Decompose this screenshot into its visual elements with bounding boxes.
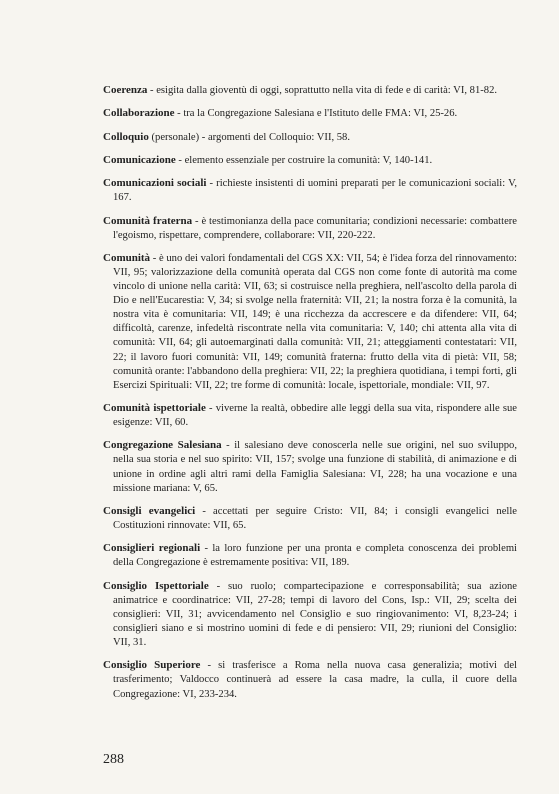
index-term: Colloquio (103, 130, 149, 143)
index-description: è testimonianza della pace comunitaria; condizioni necessarie: combattere l'egoismo, rispettare, comprendere, collaborare: VII, 220-222. (113, 215, 517, 241)
index-description: il salesiano deve conoscerla nelle sue origini, nel suo sviluppo, nella sua storia e nel suo spirito: VII, 157; svolge una funzione di stabilità, di animazione e di unione in ordine agli altri rami della Famiglia Salesiana: VI, 228; ha una vocazione e una missione mariana: V, 65. (113, 440, 517, 494)
index-description: viverne la realtà, obbedire alle leggi della sua vita, rispondere alle sue esigenze: VII, 60. (113, 403, 517, 429)
index-term: Consiglieri regionali (103, 542, 201, 555)
index-entries (103, 83, 517, 710)
index-description: si trasferisce a Roma nella nuova casa generalizia; motivi del trasferimento; Valdocco continuerà ad essere la casa madre, la culla, il cuore della Congregazione: VI, 233-234. (113, 660, 517, 700)
index-entry (103, 438, 517, 495)
index-entry (103, 579, 517, 650)
index-description: argomenti del Colloquio: VII, 58. (207, 131, 351, 143)
index-entry (103, 106, 517, 121)
index-term-suffix: (personale) - (148, 131, 208, 143)
index-term-suffix: - (150, 252, 159, 264)
index-description: è uno dei valori fondamentali del CGS XX: VII, 54; è l'idea forza del rinnovamento: VII, 95; valorizzazione della comunità operata dal CGS non come fonte di autorità ma come vincolo di unione nella carità: VII, 63; si costruisce nella preghiera, nell'ascolto della parola di Dio e nell'Eucarestia: V, 34; si svolge nella fraternità: VII, 21; la nostra forza è la comunità, la nostra vita è comunitaria: VII, 149; è una ricchezza da accrescere e da difendere: VII, 64; difficoltà, carenze, infedeltà riscontrate nella vita comunitaria: V, 140; chi attenta alla vita di comunità: VII, 64; gli autoemarginati dalla comunità: VII, 21; atteggiamenti contestatari: VII, 22; il lavoro fuori comunità: VII, 149; comunità fraterna: frutto della vita di pietà: VII, 58; comunità orante: l'abbandono della preghiera: VII, 22; la preghiera quotidiana, i tempi forti, gli Esercizi Spirituali: VII, 22; tre forme di comunità: locale, ispettoriale, mondiale: VII, 97. (113, 252, 518, 391)
index-description: suo ruolo; compartecipazione e corresponsabilità; sua azione animatrice e coordinatrice: VII, 27-28; tempi di lavoro del Cons, Isp.: VII, 29; scelta dei consiglieri: VII, 31; avvicendamento nel Consiglio e suo ringiovanimento: VI, 8,23-24; i consiglieri siano e si mostrino uomini di fede e di pensiero: VII, 29; riunioni del Consiglio: VII, 31. (113, 580, 518, 649)
index-term: Comunità fraterna (103, 214, 193, 227)
index-term: Consigli evangelici (103, 504, 196, 517)
index-term-suffix: - (174, 108, 184, 120)
index-description: la loro funzione per una pronta e completa conoscenza dei problemi della Congregazione è estremamente positiva: VII, 189. (113, 543, 517, 569)
index-term-suffix: - (195, 505, 214, 517)
index-description: elemento essenziale per costruire la comunità: V, 140-141. (184, 154, 433, 166)
index-term: Comunità ispettoriale (103, 402, 206, 414)
index-term: Consiglio Ispettoriale (103, 579, 209, 592)
index-term-suffix: - (205, 403, 216, 414)
index-term: Comunità (103, 251, 151, 264)
index-term: Congregazione Salesiana (103, 439, 222, 452)
index-entry (103, 251, 517, 393)
index-term-suffix: - (208, 580, 229, 592)
index-term-suffix: - (200, 543, 213, 555)
index-term-suffix: - (200, 660, 219, 672)
index-entry (103, 658, 517, 701)
index-term-suffix: - (192, 215, 202, 227)
index-term-suffix: - (175, 154, 185, 166)
index-term: Comunicazioni sociali (103, 177, 207, 190)
index-description: accettati per seguire Cristo: VII, 84; i consigli evangelici nelle Costituzioni rinnovate: VII, 65. (113, 505, 517, 532)
index-term-suffix: - (147, 85, 157, 96)
index-entry (103, 83, 517, 98)
index-entry (103, 130, 517, 145)
index-entry (103, 153, 517, 168)
index-description: tra la Congregazione Salesiana e l'Istituto delle FMA: VI, 25-26. (183, 108, 458, 120)
index-term: Comunicazione (103, 153, 176, 166)
index-term-suffix: - (221, 440, 235, 452)
index-description: richieste insistenti di uomini preparati per le comunicazioni sociali: V, 167. (113, 178, 517, 204)
index-entry (103, 214, 517, 243)
index-entry (103, 401, 517, 430)
index-entry (103, 176, 517, 205)
index-entry (103, 504, 517, 533)
index-description: esigita dalla gioventù di oggi, soprattutto nella vita di fede e di carità: VI, 81-82. (156, 85, 498, 96)
index-entry (103, 541, 517, 570)
index-term-suffix: - (206, 178, 217, 190)
index-term: Collaborazione (103, 107, 175, 120)
index-term: Consiglio Superiore (103, 659, 201, 672)
page-number: 288 (103, 752, 124, 767)
index-term: Coerenza (103, 84, 148, 96)
